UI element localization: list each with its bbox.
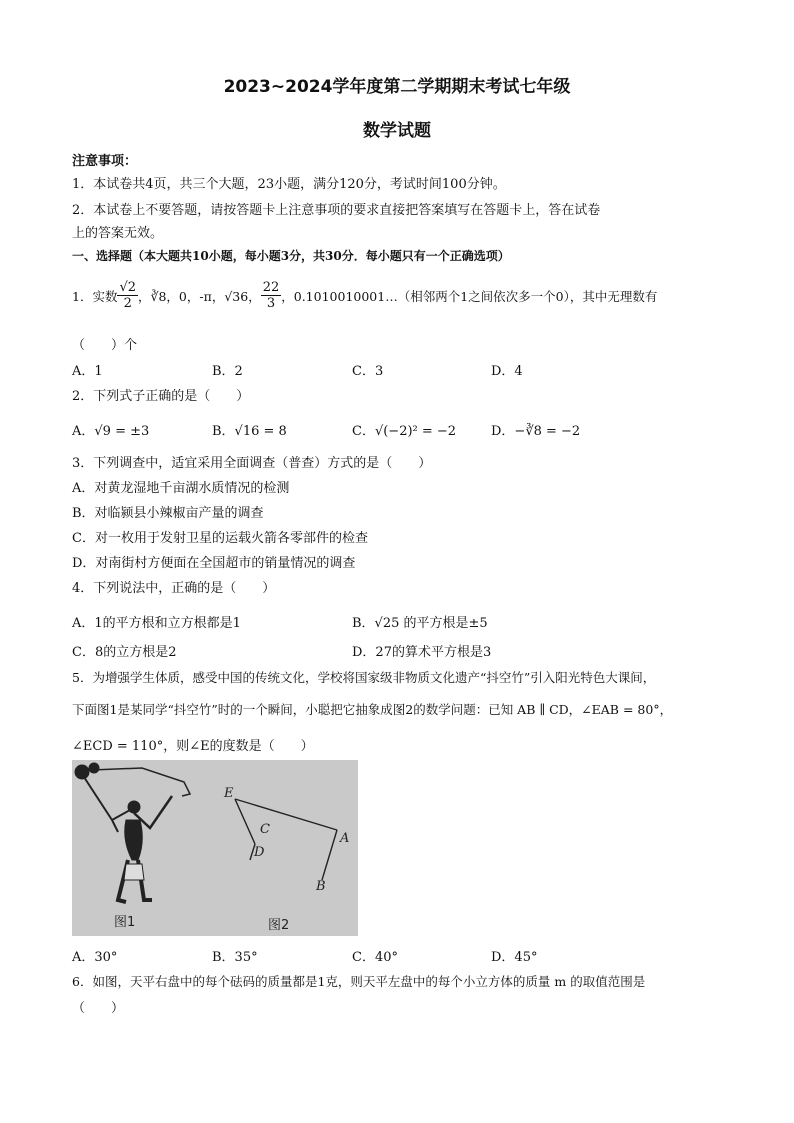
q1-middle: ，∛8，0，-π，√36， <box>138 288 261 304</box>
q3-option-a: A．对黄龙湿地千亩湖水质情况的检测 <box>72 481 290 496</box>
diabolo-tip-icon <box>89 763 99 773</box>
figure-photo <box>72 760 358 936</box>
q3-option-b: B．对临颍县小辣椒亩产量的调查 <box>72 506 264 521</box>
point-d-label: D <box>254 845 265 860</box>
figure-2-diagram <box>235 799 337 880</box>
q4-option-c: C．8的立方根是2 <box>72 645 177 660</box>
q3-option-c: C．对一枚用于发射卫星的运载火箭各零部件的检查 <box>72 531 368 546</box>
section-heading: 一、选择题（本大题共10小题，每小题3分，共30分．每小题只有一个正确选项） <box>72 249 510 263</box>
q1-option-c: C．3 <box>352 364 384 379</box>
q1-prefix: 1．实数 <box>72 288 118 304</box>
kongzhu-figure-svg <box>72 760 358 936</box>
segment-ea <box>235 799 337 830</box>
q1-suffix: ，0.1010010001…（相邻两个1之间依次多一个0），其中无理数有 <box>281 288 658 304</box>
point-c-label: C <box>260 822 270 837</box>
q1-frac1-denominator: 2 <box>123 296 132 311</box>
q3-option-d: D．对南街村方便面在全国超市的销量情况的调查 <box>72 556 356 571</box>
q1-line-2: （ ）个 <box>72 338 138 353</box>
q1-option-a: A．1 <box>72 364 103 379</box>
q5-option-d: D．45° <box>491 950 538 965</box>
q5-option-b: B．35° <box>212 950 258 965</box>
q1-fraction-2 <box>261 280 282 311</box>
notes-item-1: 1．本试卷共4页，共三个大题，23小题，满分120分，考试时间100分钟。 <box>72 177 506 192</box>
figure-2-label: 图2 <box>268 918 290 933</box>
page-subtitle: 数学试题 <box>363 121 431 141</box>
notes-item-2: 2．本试卷上不要答题，请按答题卡上注意事项的要求直接把答案填写在答题卡上，答在试卷 <box>72 203 601 218</box>
q5-option-c: C．40° <box>352 950 398 965</box>
question-5-line-2: 下面图1是某同学“抖空竹”时的一个瞬间，小聪把它抽象成图2的数学问题：已知 AB ∥ CD，∠EAB = 80°， <box>72 702 673 717</box>
q2-option-a: A．√9 = ±3 <box>72 424 150 439</box>
q1-frac2-denominator: 3 <box>266 296 276 311</box>
point-e-label: E <box>224 786 234 801</box>
q1-option-d: D．4 <box>491 364 523 379</box>
person-head-icon <box>128 801 140 813</box>
q1-fraction-1 <box>117 280 138 311</box>
point-a-label: A <box>340 831 350 846</box>
figure-1-illustration <box>75 763 190 902</box>
notes-item-2-cont: 上的答案无效。 <box>72 226 164 241</box>
diabolo-head-icon <box>75 765 89 779</box>
q2-option-c: C．√(−2)² = −2 <box>352 424 457 439</box>
person-body-icon <box>125 820 142 860</box>
question-5-line-3: ∠ECD = 110°，则∠E的度数是（ ） <box>72 739 314 754</box>
q2-option-d: D．−∛8 = −2 <box>491 424 581 439</box>
figure-1-label: 图1 <box>114 915 136 930</box>
question-4-stem: 4．下列说法中，正确的是（ ） <box>72 581 276 596</box>
q1-frac1-numerator: √2 <box>119 280 137 295</box>
question-6-line-1: 6．如图，天平右盘中的每个砝码的质量都是1克，则天平左盘中的每个小立方体的质量 m 的取值范围是 <box>72 974 646 989</box>
segment-ab <box>322 830 337 880</box>
page-title: 2023~2024学年度第二学期期末考试七年级 <box>223 77 571 97</box>
point-b-label: B <box>316 879 326 894</box>
question-6-line-2: （ ） <box>72 1001 125 1016</box>
segment-ec <box>235 799 255 844</box>
question-2-stem: 2．下列式子正确的是（ ） <box>72 389 250 404</box>
question-5-line-1: 5．为增强学生体质，感受中国的传统文化，学校将国家级非物质文化遗产“抖空竹”引入阳光特色大课间， <box>72 670 656 685</box>
q4-option-d: D．27的算术平方根是3 <box>352 645 492 660</box>
q4-option-b: B．√25 的平方根是±5 <box>352 616 488 631</box>
q2-option-b: B．√16 = 8 <box>212 424 287 439</box>
q1-option-b: B．2 <box>212 364 243 379</box>
notes-heading: 注意事项： <box>72 154 138 169</box>
question-3-stem: 3．下列调查中，适宜采用全面调查（普查）方式的是（ ） <box>72 456 432 471</box>
q5-option-a: A．30° <box>72 950 118 965</box>
question-1-stem <box>72 280 657 311</box>
q1-frac2-numerator: 22 <box>262 280 280 295</box>
q4-option-a: A．1的平方根和立方根都是1 <box>72 616 241 631</box>
